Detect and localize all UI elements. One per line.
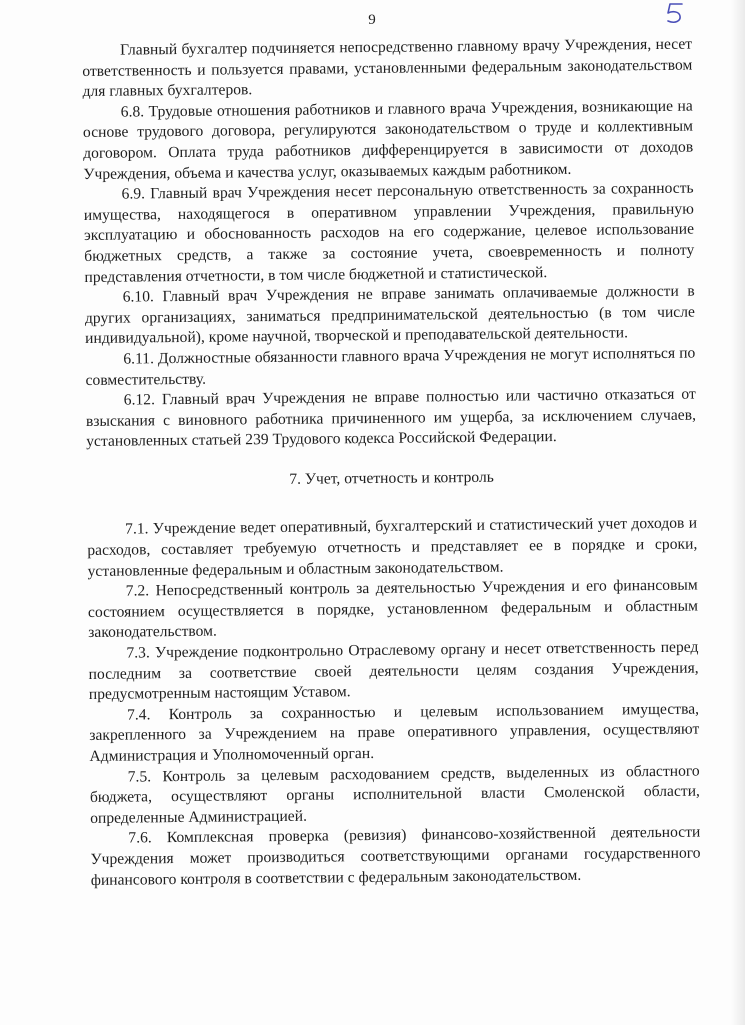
paragraph-7-4: 7.4. Контроль за сохранностью и целевым использованием имущества, закрепленного за Учреждением на праве оперативного управления, осуществляют Администрация и Уполномоченный орган.: [89, 700, 700, 765]
paragraph-6-9: 6.9. Главный врач Учреждения несет персональную ответственность за сохранность имущества, находящегося в оперативном управлении Учреждения, правильную эксплуатацию и обоснованность расходов на его содержание, целевое использование бюджетных средств, а также за состояние учета, своевременность и полноту представления отчетности, в том числе бюджетной и статистической.: [83, 179, 695, 286]
paragraph-6-12: 6.12. Главный врач Учреждения не вправе полностью или частично отказаться от взыскания с виновного работника причиненного им ущерба, за исключением случаев, установленных статьей 239 Трудового кодекса Российской Федерации.: [85, 385, 697, 451]
handwritten-page-mark: [660, 0, 690, 28]
paragraph-6-8: 6.8. Трудовые отношения работников и главного врача Учреждения, возникающие на основе трудового договора, регулируются законодательством о труде и коллективным договором. Оплата труда работников дифференцируется в зависимости от доходов Учреждения, объема и качества услуг, оказываемых каждым работником.: [82, 97, 694, 183]
page-number: 9: [368, 12, 376, 28]
paragraph-7-6: 7.6. Комплексная проверка (ревизия) финансово-хозяйственной деятельности Учреждения может производиться соответствующими органами государственного финансового контроля в соответствии с федеральным законодательством.: [90, 823, 701, 889]
section-title: 7. Учет, отчетность и контроль: [289, 468, 494, 488]
page-edge-shadow: [731, 0, 745, 1025]
paragraph-7-1: 7.1. Учреждение ведет оперативный, бухгалтерский и статистический учет доходов и расходов, составляет требуемую отчетность и представляет ее в порядке и сроки, установленные федеральным и областным законодательством.: [87, 515, 698, 580]
paragraph-6-10: 6.10. Главный врач Учреждения не вправе занимать оплачиваемые должности в других организациях, заниматься предпринимательской деятельностью (в том числе индивидуальной), кроме научной, творческой и преподавательской деятельности.: [84, 282, 695, 348]
paragraph-7-5: 7.5. Контроль за целевым расходованием средств, выделенных из областного бюджета, осуществляют органы исполнительной власти Смоленской области, определенные Администрацией.: [89, 762, 700, 827]
paragraph-7-3: 7.3. Учреждение подконтрольно Отраслевому органу и несет ответственность перед последним за соответствие своей деятельности целям создания Учреждения, предусмотренным настоящим Уставом.: [88, 638, 699, 704]
paragraph-7-2: 7.2. Непосредственный контроль за деятельностью Учреждения и его финансовым состоянием осуществляется в порядке, установленном федеральным и областным законодательством.: [87, 576, 699, 642]
document-body: [82, 35, 701, 891]
paragraph-6-11: 6.11. Должностные обязанности главного врача Учреждения не могут исполняться по совместительству.: [85, 344, 696, 389]
paragraph-chief-accountant: Главный бухгалтер подчиняется непосредственно главному врачу Учреждения, несет ответственность и пользуется правами, установленными федеральным законодательством для главных бухгалтеров.: [82, 35, 693, 101]
